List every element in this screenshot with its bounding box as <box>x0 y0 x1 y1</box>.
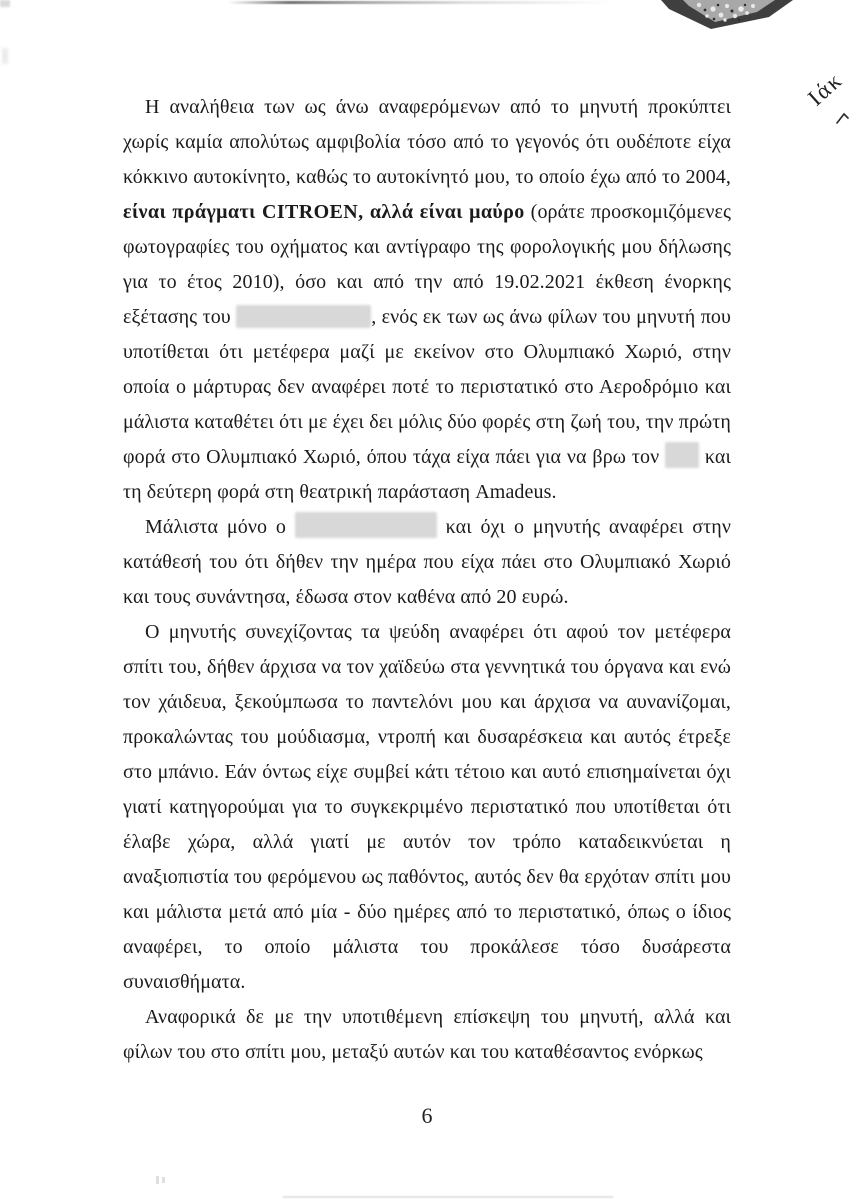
text-segment: και τη δεύτερη φορά στη θεατρική παράσταση Amadeus. <box>123 446 731 503</box>
document-body <box>123 90 731 1070</box>
scan-artifact-left-smudge <box>2 48 8 64</box>
handwritten-stroke-mark <box>836 112 850 126</box>
redacted-name <box>665 442 699 468</box>
scan-artifact-stamp-corner <box>655 0 795 32</box>
bold-text-segment: είναι πράγματι CITROEN, αλλά είναι μαύρο <box>123 201 525 223</box>
paragraph <box>123 510 731 615</box>
paragraph <box>123 615 731 1000</box>
redacted-name <box>236 305 371 328</box>
scan-artifact-corner-speck <box>0 0 10 7</box>
text-segment: (οράτε προσκομιζόμενες φωτογραφίες του οχήματος και αντίγραφο της φορολογικής μου δήλωσης για το έτος 2010), όσο και από την από 19.02.2021 έκθεση ένορκης εξέτασης του <box>123 201 731 328</box>
page-number: 6 <box>421 1103 433 1128</box>
text-segment: Αναφορικά δε με την υποτιθέμενη επίσκεψη του μηνυτή, αλλά και φίλων του στο σπίτι μου, μεταξύ αυτών και του καταθέσαντος ενόρκως <box>123 1006 731 1063</box>
text-segment: Ο μηνυτής συνεχίζοντας τα ψεύδη αναφέρει ότι αφού τον μετέφερα σπίτι του, δήθεν άρχισα να τον χαϊδεύω στα γεννητικά του όργανα και ενώ τον χάιδευα, ξεκούμπωσα το παντελόνι μου και άρχισα να αυνανίζομαι, προκαλώντας του μούδιασμα, ντροπή και δυσαρέσκεια και αυτός έτρεξε στο μπάνιο. Εάν όντως είχε συμβεί κάτι τέτοιο και αυτό επισημαίνεται όχι γιατί κατηγορούμαι για το συγκεκριμένο περιστατικό που υποτίθεται ότι έλαβε χώρα, αλλά γιατί με αυτόν τον τρόπο καταδεικνύεται η αναξιοπιστία του φερόμενου ως παθόντος, αυτός δεν θα ερχόταν σπίτι μου και μάλιστα μετά από μία - δύο ημέρες από το περιστατικό, όπως ο ίδιος αναφέρει, το οποίο μάλιστα του προκάλεσε τόσο δυσάρεστα συναισθήματα. <box>123 621 731 993</box>
text-segment: , ενός εκ των ως άνω φίλων του μηνυτή που υποτίθεται ότι μετέφερα μαζί με εκείνον στο Ολυμπιακό Χωριό, στην οποία ο μάρτυρας δεν αναφέρει ποτέ το περιστατικό στο Αεροδρόμιο και μάλιστα καταθέτει ότι με έχει δει μόλις δύο φορές στη ζωή του, την πρώτη φορά στο Ολυμπιακό Χωριό, όπου τάχα είχα πάει για να βρω τον <box>123 306 731 468</box>
scan-artifact-top-edge-line <box>228 1 613 4</box>
scan-artifact-bottom-edge-line <box>283 1196 613 1198</box>
paragraph <box>123 90 731 510</box>
text-segment: Μάλιστα μόνο ο <box>145 516 295 538</box>
text-segment: και όχι ο μηνυτής αναφέρει στην κατάθεσή του ότι δήθεν την ημέρα που είχα πάει στο Ολυμπιακό Χωριό και τους συνάντησα, έδωσα στον καθένα από 20 ευρώ. <box>123 516 731 608</box>
scan-artifact-bottom-specks <box>156 1176 168 1186</box>
handwritten-annotation: Ιάκ <box>803 67 848 111</box>
paragraph <box>123 1000 731 1070</box>
redacted-name <box>295 512 437 538</box>
text-segment: Η αναλήθεια των ως άνω αναφερόμενων από το μηνυτή προκύπτει χωρίς καμία απολύτως αμφιβολία τόσο από το γεγονός ότι ουδέποτε είχα κόκκινο αυτοκίνητο, καθώς το αυτοκίνητό μου, το οποίο έχω από το 2004, <box>123 96 731 188</box>
